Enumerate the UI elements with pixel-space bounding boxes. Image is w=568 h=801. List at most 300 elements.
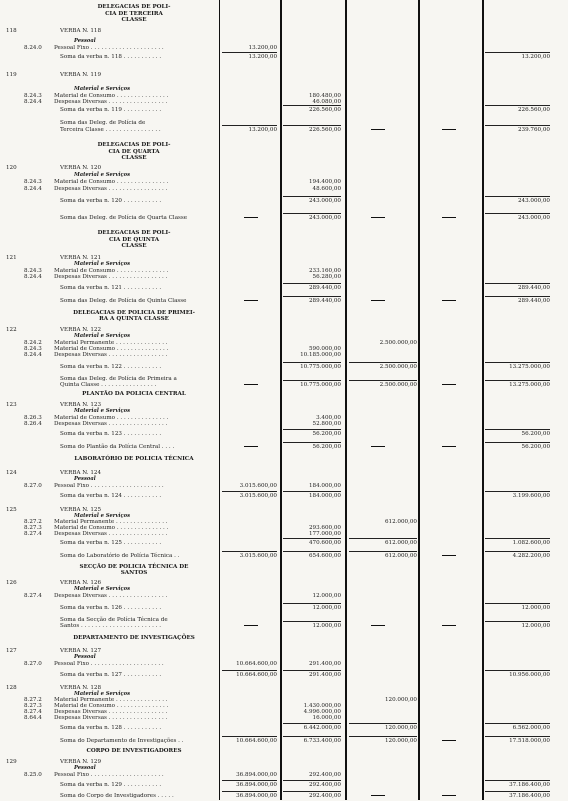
empty-dash <box>222 213 277 223</box>
amount-value: 292.400,00 <box>308 782 341 788</box>
amount-value: 120.000,00 <box>384 738 417 744</box>
amount-c5 <box>485 603 550 613</box>
amount-value: 3.015.600,00 <box>239 553 277 559</box>
item-description: Material Permanente . . . . . . . . . . . . . . . <box>54 519 168 525</box>
account-code: 8.27.4 <box>24 531 42 537</box>
amount-c2 <box>283 491 341 501</box>
ledger-row <box>0 241 568 251</box>
item-description: Pessoal <box>74 38 96 44</box>
empty-dash <box>420 213 480 223</box>
section-heading: DELEGACIAS DE POLICIA DE PRIMEI- <box>73 310 195 316</box>
section-heading: CIA DE TERCEIRA <box>105 11 163 17</box>
item-description: Santos . . . . . . . . . . . . . . . . . . . . . . . <box>60 623 162 629</box>
account-code: 8.27.3 <box>24 703 42 709</box>
line-number: 118 <box>6 28 17 34</box>
section-heading: CORPO DE INVESTIGADORES <box>86 748 182 754</box>
ledger-row <box>0 272 568 282</box>
amount-c5 <box>485 780 550 790</box>
total-rule <box>349 380 417 381</box>
total-rule <box>283 491 341 492</box>
amount-c2 <box>283 283 341 293</box>
ledger-row <box>0 429 568 439</box>
item-description: Soma do Plantão da Polícia Central . . . . <box>60 444 175 450</box>
amount-value: 1.430.000,00 <box>303 703 341 709</box>
amount-c2 <box>283 125 341 135</box>
line-number: 119 <box>6 72 17 78</box>
ledger-row <box>0 633 568 643</box>
amount-value: 56.280,00 <box>312 274 341 280</box>
amount-c2 <box>283 723 341 733</box>
amount-value: 243.000,00 <box>517 215 550 221</box>
item-description: Soma da verba n. 129 . . . . . . . . . . . <box>60 782 162 788</box>
item-description: Soma da verba n. 122 . . . . . . . . . . . <box>60 364 162 370</box>
amount-value: 6.562.000,00 <box>512 725 550 731</box>
amount-c2 <box>283 272 341 282</box>
amount-c5 <box>485 736 550 746</box>
amount-c3 <box>349 736 417 746</box>
amount-value: 6.442.000,00 <box>303 725 341 731</box>
empty-dash <box>349 213 417 223</box>
item-description: Soma da verba n. 120 . . . . . . . . . . . <box>60 198 162 204</box>
amount-value: 120.000,00 <box>384 697 417 703</box>
ledger-row <box>0 723 568 733</box>
amount-c5 <box>485 283 550 293</box>
ledger-row <box>0 538 568 548</box>
section-heading: CLASSE <box>121 17 147 23</box>
amount-c5 <box>485 196 550 206</box>
empty-dash <box>420 442 480 452</box>
total-rule <box>283 105 341 106</box>
section-heading: DEPARTAMENTO DE INVESTIGAÇÕES <box>73 635 195 641</box>
total-rule <box>283 125 341 126</box>
account-code: 8.25.0 <box>24 772 42 778</box>
total-rule <box>349 362 417 363</box>
empty-dash <box>349 621 417 631</box>
dash-mark <box>371 625 385 626</box>
amount-c2 <box>283 603 341 613</box>
item-description: Despesas Diversas . . . . . . . . . . . . . . . . . <box>54 274 168 280</box>
total-rule <box>283 621 341 622</box>
amount-value: 12.000,00 <box>312 623 341 629</box>
empty-dash <box>222 442 277 452</box>
amount-value: 3.015.600,00 <box>239 493 277 499</box>
empty-dash <box>349 125 417 135</box>
item-description: Material e Serviços <box>74 691 131 697</box>
item-description: Soma da verba n. 121 . . . . . . . . . . . <box>60 285 162 291</box>
item-description: Soma do Departamento de Investigações . . <box>60 738 184 744</box>
total-rule <box>283 429 341 430</box>
item-description: Material Permanente . . . . . . . . . . . . . . . <box>54 697 168 703</box>
line-number: 129 <box>6 759 17 765</box>
amount-c5 <box>485 551 550 561</box>
amount-value: 292.400,00 <box>308 772 341 778</box>
amount-value: 291.400,00 <box>308 672 341 678</box>
item-description: Soma das Deleg. de Polícia de Primeira a <box>60 376 177 382</box>
total-rule <box>222 670 277 671</box>
amount-c5 <box>485 442 550 452</box>
item-description: Soma das Deleg. de Polícia de <box>60 120 146 126</box>
account-code: 8.27.2 <box>24 519 42 525</box>
item-description: Soma da verba n. 128 . . . . . . . . . . . <box>60 725 162 731</box>
amount-value: 56.200,00 <box>312 431 341 437</box>
amount-value: 6.733.400,00 <box>303 738 341 744</box>
amount-value: 13.200,00 <box>521 54 550 60</box>
amount-value: 233.160,00 <box>308 268 341 274</box>
amount-c5 <box>485 538 550 548</box>
account-code: 8.27.0 <box>24 483 42 489</box>
amount-value: 56.200,00 <box>521 431 550 437</box>
item-description: Soma da verba n. 125 . . . . . . . . . . . <box>60 540 162 546</box>
amount-c2 <box>283 296 341 306</box>
amount-value: 10.956.000,00 <box>509 672 550 678</box>
total-rule <box>485 551 550 552</box>
amount-c1 <box>222 770 277 780</box>
account-code: 8.64.4 <box>24 715 42 721</box>
item-description: Despesas Diversas . . . . . . . . . . . . . . . . . <box>54 421 168 427</box>
total-rule <box>485 736 550 737</box>
item-description: Material e Serviços <box>74 586 131 592</box>
account-code: 8.26.3 <box>24 415 42 421</box>
amount-c1 <box>222 670 277 680</box>
item-description: Quinta Classe . . . . . . . . . . . . . . . . <box>60 382 157 388</box>
amount-c2 <box>283 362 341 372</box>
amount-value: 177.000,00 <box>308 531 341 537</box>
amount-value: 36.894.000,00 <box>236 782 277 788</box>
amount-value: 226.560,00 <box>308 107 341 113</box>
account-code: 8.27.3 <box>24 525 42 531</box>
dash-mark <box>442 129 456 130</box>
amount-value: 56.200,00 <box>521 444 550 450</box>
item-description: VERBA N. 125 <box>60 507 102 513</box>
amount-c2 <box>283 196 341 206</box>
amount-value: 13.200,00 <box>248 54 277 60</box>
amount-c1 <box>222 491 277 501</box>
amount-c2 <box>283 350 341 360</box>
section-heading: SECÇÃO DE POLICIA TÉCNICA DE <box>79 564 189 570</box>
account-code: 8.24.0 <box>24 45 42 51</box>
total-rule <box>349 736 417 737</box>
total-rule <box>349 538 417 539</box>
ledger-row <box>0 184 568 194</box>
item-description: Soma das Deleg. de Polícia de Quinta Classe <box>60 298 187 304</box>
dash-mark <box>244 625 258 626</box>
amount-c2 <box>283 780 341 790</box>
ledger-row <box>0 621 568 631</box>
total-rule <box>349 723 417 724</box>
ledger-row <box>0 196 568 206</box>
empty-dash <box>349 296 417 306</box>
item-description: Despesas Diversas . . . . . . . . . . . . . . . . . <box>54 186 168 192</box>
dash-mark <box>442 217 456 218</box>
empty-dash <box>420 551 480 561</box>
amount-value: 13.275.000,00 <box>509 382 550 388</box>
total-rule <box>485 603 550 604</box>
section-heading: DELEGACIAS DE POLI- <box>97 230 171 236</box>
total-rule <box>283 736 341 737</box>
amount-value: 10.775.000,00 <box>300 364 341 370</box>
dash-mark <box>442 446 456 447</box>
amount-c2 <box>283 736 341 746</box>
amount-value: 184.000,00 <box>308 493 341 499</box>
amount-c2 <box>283 419 341 429</box>
amount-c3 <box>349 362 417 372</box>
total-rule <box>485 362 550 363</box>
item-description: Soma da Secção de Polícia Técnica de <box>60 617 168 623</box>
item-description: Soma da verba n. 127 . . . . . . . . . . . <box>60 672 162 678</box>
line-number: 126 <box>6 580 17 586</box>
empty-dash <box>222 621 277 631</box>
total-rule <box>283 283 341 284</box>
ledger-row <box>0 153 568 163</box>
amount-c5 <box>485 723 550 733</box>
item-description: Soma do Corpo de Investigadores . . . . . <box>60 793 174 799</box>
item-description: VERBA N. 120 <box>60 165 102 171</box>
section-heading: DELEGACIAS DE POLI- <box>97 142 171 148</box>
item-description: Despesas Diversas . . . . . . . . . . . . . . . . . <box>54 99 168 105</box>
item-description: Pessoal <box>74 476 96 482</box>
amount-c5 <box>485 125 550 135</box>
amount-c1 <box>222 52 277 62</box>
total-rule <box>485 670 550 671</box>
amount-value: 2.500.000,00 <box>379 382 417 388</box>
item-description: Despesas Diversas . . . . . . . . . . . . . . . . . <box>54 715 168 721</box>
amount-value: 13.200,00 <box>248 45 277 51</box>
total-rule <box>485 491 550 492</box>
amount-c5 <box>485 52 550 62</box>
total-rule <box>222 551 277 552</box>
amount-c5 <box>485 296 550 306</box>
section-heading: PLANTÃO DA POLICIA CENTRAL <box>82 391 186 397</box>
section-heading: CIA DE QUARTA <box>108 149 160 155</box>
total-rule <box>283 791 341 792</box>
item-description: VERBA N. 119 <box>60 72 102 78</box>
dash-mark <box>371 300 385 301</box>
item-description: Material Permanente . . . . . . . . . . . . . . . <box>54 340 168 346</box>
dash-mark <box>442 625 456 626</box>
ledger-row <box>0 568 568 578</box>
amount-c5 <box>485 213 550 223</box>
line-number: 124 <box>6 470 17 476</box>
item-description: VERBA N. 118 <box>60 28 102 34</box>
item-description: Despesas Diversas . . . . . . . . . . . . . . . . . <box>54 593 168 599</box>
ledger-row <box>0 296 568 306</box>
amount-c3 <box>349 551 417 561</box>
ledger-row <box>0 15 568 25</box>
ledger-row <box>0 736 568 746</box>
total-rule <box>222 125 277 126</box>
account-code: 8.24.4 <box>24 99 42 105</box>
amount-value: 10.664.600,00 <box>236 661 277 667</box>
amount-value: 48.600,00 <box>312 186 341 192</box>
total-rule <box>485 283 550 284</box>
amount-c1 <box>222 481 277 491</box>
section-heading: DELEGACIAS DE POLI- <box>97 4 171 10</box>
amount-value: 239.760,00 <box>517 127 550 133</box>
amount-value: 10.185.000,00 <box>300 352 341 358</box>
line-number: 120 <box>6 165 17 171</box>
amount-c5 <box>485 670 550 680</box>
item-description: Material de Consumo . . . . . . . . . . . . . . . <box>54 268 169 274</box>
dash-mark <box>244 217 258 218</box>
item-description: Material e Serviços <box>74 86 131 92</box>
amount-c5 <box>485 429 550 439</box>
total-rule <box>222 491 277 492</box>
amount-value: 36.894.000,00 <box>236 772 277 778</box>
amount-c2 <box>283 670 341 680</box>
account-code: 8.24.4 <box>24 274 42 280</box>
dash-mark <box>442 300 456 301</box>
total-rule <box>485 621 550 622</box>
amount-value: 180.480,00 <box>308 93 341 99</box>
item-description: Soma das Deleg. de Polícia de Quarta Classe <box>60 215 188 221</box>
amount-value: 292.400,00 <box>308 793 341 799</box>
item-description: Pessoal <box>74 654 96 660</box>
amount-c3 <box>349 538 417 548</box>
total-rule <box>485 125 550 126</box>
ledger-row <box>0 603 568 613</box>
dash-mark <box>371 795 385 796</box>
amount-c2 <box>283 105 341 115</box>
ledger-row <box>0 442 568 452</box>
total-rule <box>485 296 550 297</box>
ledger-row <box>0 780 568 790</box>
total-rule <box>349 551 417 552</box>
amount-c5 <box>485 105 550 115</box>
amount-value: 36.894.000,00 <box>236 793 277 799</box>
item-description: Terceira Classe . . . . . . . . . . . . . . . . <box>60 127 161 133</box>
item-description: VERBA N. 127 <box>60 648 102 654</box>
amount-value: 291.400,00 <box>308 661 341 667</box>
ledger-row <box>0 454 568 464</box>
item-description: Soma da verba n. 126 . . . . . . . . . . . <box>60 605 162 611</box>
line-number: 121 <box>6 255 17 261</box>
ledger-row <box>0 713 568 723</box>
item-description: Material e Serviços <box>74 408 131 414</box>
amount-c1 <box>222 125 277 135</box>
account-code: 8.24.3 <box>24 93 42 99</box>
amount-value: 654.600,00 <box>308 553 341 559</box>
ledger-row <box>0 419 568 429</box>
section-heading: CLASSE <box>121 155 147 161</box>
amount-value: 2.500.000,00 <box>379 364 417 370</box>
account-code: 8.27.2 <box>24 697 42 703</box>
ledger-row <box>0 213 568 223</box>
total-rule <box>485 442 550 443</box>
item-description: Despesas Diversas . . . . . . . . . . . . . . . . . <box>54 352 168 358</box>
amount-value: 293.600,00 <box>308 525 341 531</box>
amount-c5 <box>485 621 550 631</box>
amount-value: 17.518.000,00 <box>509 738 550 744</box>
amount-value: 243.000,00 <box>308 198 341 204</box>
amount-value: 243.000,00 <box>517 198 550 204</box>
empty-dash <box>420 621 480 631</box>
line-number: 122 <box>6 327 17 333</box>
dash-mark <box>371 129 385 130</box>
amount-value: 4.996.000,00 <box>303 709 341 715</box>
dash-mark <box>244 300 258 301</box>
ledger-row <box>0 125 568 135</box>
amount-c2 <box>283 184 341 194</box>
total-rule <box>485 213 550 214</box>
empty-dash <box>420 296 480 306</box>
item-description: VERBA N. 128 <box>60 685 102 691</box>
amount-value: 3.400,00 <box>316 415 341 421</box>
total-rule <box>283 538 341 539</box>
item-description: VERBA N. 122 <box>60 327 102 333</box>
dash-mark <box>442 384 456 385</box>
dash-mark <box>371 217 385 218</box>
account-code: 8.24.3 <box>24 346 42 352</box>
amount-value: 12.000,00 <box>521 605 550 611</box>
amount-value: 16.000,00 <box>312 715 341 721</box>
section-heading: RA A QUINTA CLASSE <box>99 316 169 322</box>
amount-value: 12.000,00 <box>521 623 550 629</box>
account-code: 8.24.3 <box>24 179 42 185</box>
account-code: 8.24.3 <box>24 268 42 274</box>
amount-c2 <box>283 538 341 548</box>
total-rule <box>485 196 550 197</box>
amount-c1 <box>222 736 277 746</box>
line-number: 125 <box>6 507 17 513</box>
amount-c1 <box>222 780 277 790</box>
total-rule <box>222 780 277 781</box>
total-rule <box>283 723 341 724</box>
dash-mark <box>442 555 456 556</box>
total-rule <box>222 736 277 737</box>
total-rule <box>485 538 550 539</box>
amount-value: 10.664.600,00 <box>236 672 277 678</box>
item-description: Pessoal <box>74 765 96 771</box>
amount-c5 <box>485 362 550 372</box>
line-number: 123 <box>6 402 17 408</box>
total-rule <box>222 52 277 53</box>
total-rule <box>222 791 277 792</box>
line-number: 127 <box>6 648 17 654</box>
item-description: Material de Consumo . . . . . . . . . . . . . . . <box>54 415 169 421</box>
amount-c5 <box>485 491 550 501</box>
ledger-row <box>0 491 568 501</box>
section-heading: SANTOS <box>120 570 148 576</box>
amount-value: 194.400,00 <box>308 179 341 185</box>
ledger-row <box>0 770 568 780</box>
ledger-row <box>0 283 568 293</box>
amount-c2 <box>283 659 341 669</box>
amount-value: 2.500.000,00 <box>379 340 417 346</box>
total-rule <box>283 196 341 197</box>
amount-value: 289.440,00 <box>308 285 341 291</box>
amount-value: 612.000,00 <box>384 553 417 559</box>
account-code: 8.24.4 <box>24 352 42 358</box>
amount-value: 10.664.600,00 <box>236 738 277 744</box>
amount-value: 226.560,00 <box>517 107 550 113</box>
total-rule <box>283 296 341 297</box>
ledger-row <box>0 105 568 115</box>
amount-value: 13.275.000,00 <box>509 364 550 370</box>
amount-c2 <box>283 591 341 601</box>
amount-c2 <box>283 442 341 452</box>
item-description: Pessoal Fixo . . . . . . . . . . . . . . . . . . . . . <box>54 45 164 51</box>
ledger-row <box>0 551 568 561</box>
item-description: VERBA N. 123 <box>60 402 102 408</box>
item-description: Soma da verba n. 118 . . . . . . . . . . . <box>60 54 162 60</box>
total-rule <box>485 429 550 430</box>
empty-dash <box>420 736 480 746</box>
total-rule <box>485 723 550 724</box>
amount-c2 <box>283 429 341 439</box>
account-code: 8.27.4 <box>24 593 42 599</box>
amount-value: 612.000,00 <box>384 540 417 546</box>
total-rule <box>283 603 341 604</box>
